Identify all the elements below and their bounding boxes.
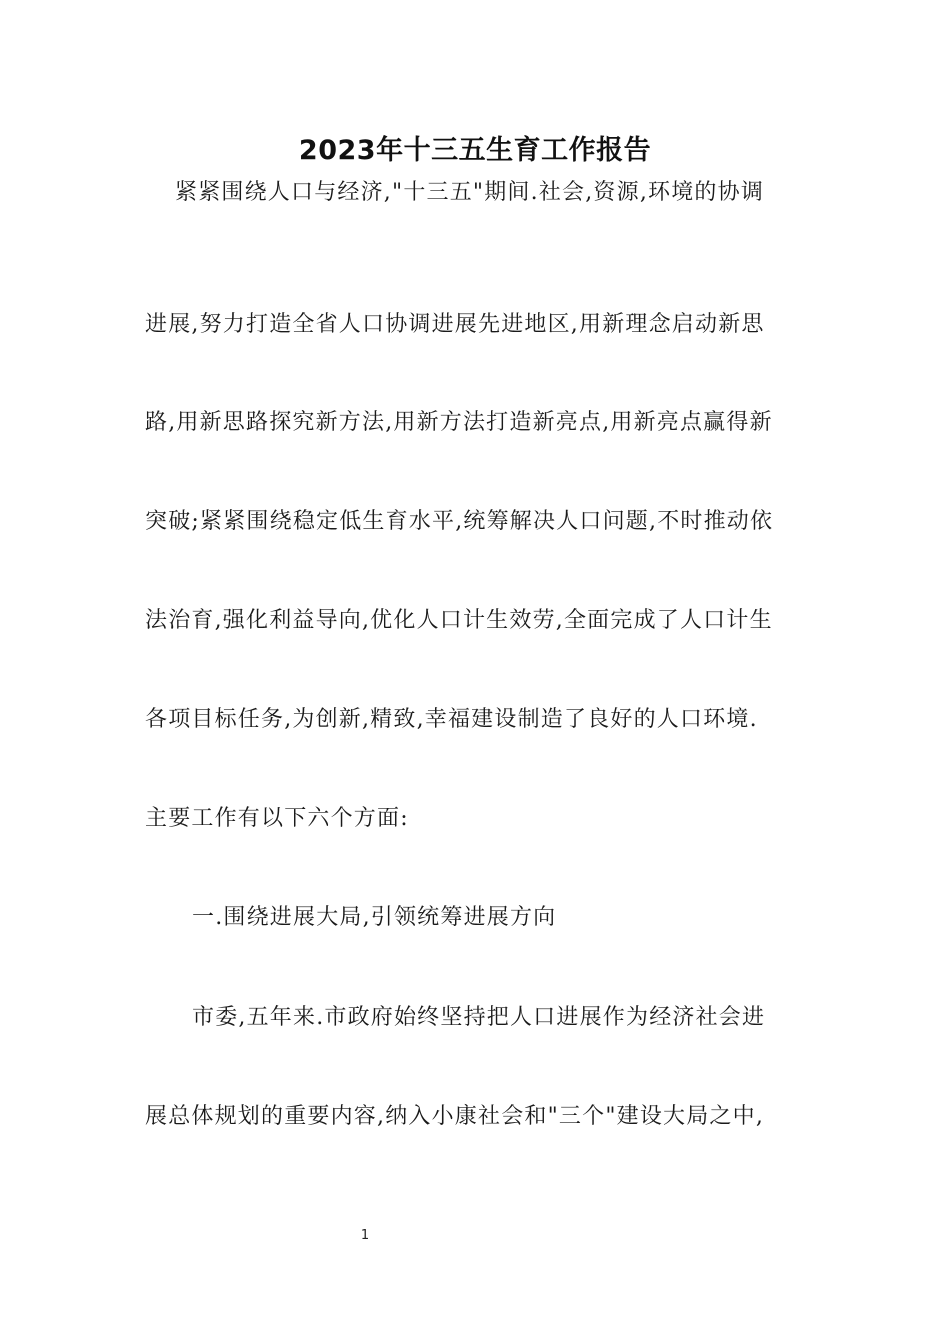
page-number: 1	[360, 1228, 370, 1243]
paragraph-line: 进展,努力打造全省人口协调进展先进地区,用新理念启动新思	[145, 312, 765, 337]
paragraph-line: 紧紧围绕人口与经济,"十三五"期间.社会,资源,环境的协调	[175, 180, 765, 205]
paragraph-line: 主要工作有以下六个方面:	[145, 806, 409, 831]
paragraph-line: 各项目标任务,为创新,精致,幸福建设制造了良好的人口环境.	[145, 707, 758, 732]
paragraph-line: 市委,五年来.市政府始终坚持把人口进展作为经济社会进	[192, 1005, 766, 1030]
paragraph-line: 法治育,强化利益导向,优化人口计生效劳,全面完成了人口计生	[145, 608, 773, 633]
paragraph-line: 展总体规划的重要内容,纳入小康社会和"三个"建设大局之中,	[145, 1104, 765, 1129]
document-title: 2023年十三五生育工作报告	[298, 135, 652, 166]
paragraph-line: 突破;紧紧围绕稳定低生育水平,统筹解决人口问题,不时推动依	[145, 509, 774, 534]
paragraph-line: 路,用新思路探究新方法,用新方法打造新亮点,用新亮点赢得新	[145, 410, 773, 435]
section-heading: 一.围绕进展大局,引领统筹进展方向	[192, 905, 557, 930]
